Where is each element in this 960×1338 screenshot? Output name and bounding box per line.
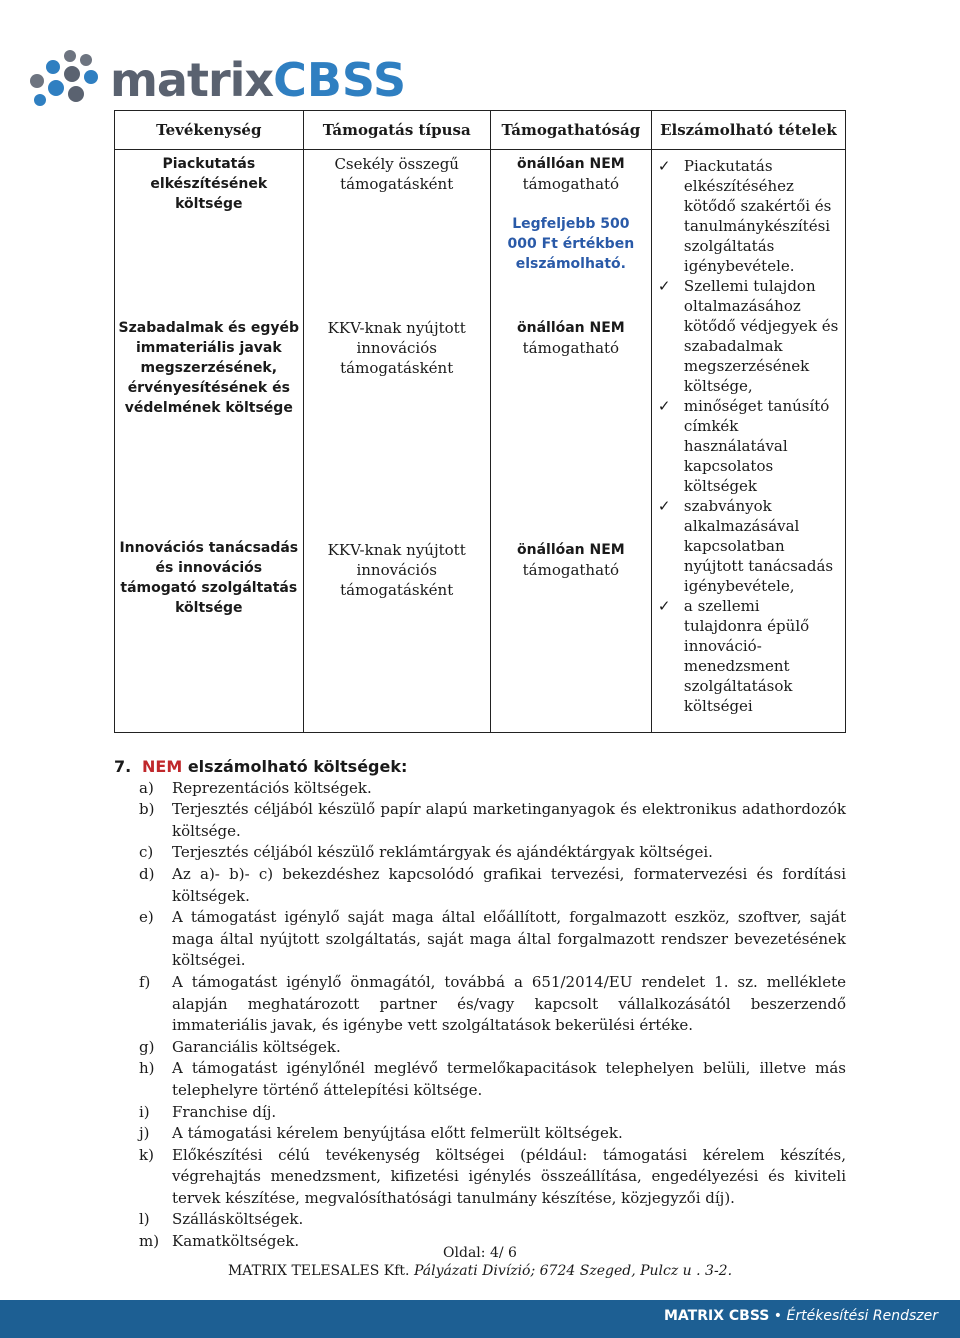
list-item-text: Az a)- b)- c) bekezdéshez kapcsolódó grafikai tervezési, formatervezési és fordítási költségek. [172,864,846,905]
list-item: ✓ Szellemi tulajdon oltalmazásához kötődő védjegyek és szabadalmak megszerzésének költsége, [657,277,839,395]
eligibility-limit-note: Legfeljebb 500 000 Ft értékben elszámolható. [507,216,635,272]
list-item-text: A támogatást igénylő önmagától, továbbá a 651/2014/EU rendelet 1. sz. melléklete alapján meghatározott partner és/vagy kapcsolt vállalkozásától beszerzendő immateriális javak, és igénybe vett szolgáltatások bekerülési értéke. [172,972,846,1035]
eligibility-normal: támogatható [522,339,620,357]
list-item-label: j) [139,1124,150,1143]
list-item [114,778,846,800]
header-support-type: Támogatás típusa [303,111,490,150]
eligibility-3 [491,540,651,580]
list-item-label: l) [139,1210,150,1229]
list-item-label: b) [139,800,155,819]
checkmark-icon: ✓ [657,497,671,515]
bar-tagline: Értékesítési Rendszer [786,1308,938,1324]
checkmark-icon: ✓ [657,397,671,415]
logo-dots-icon [30,50,100,106]
eligible-items-cell [651,150,845,733]
list-item [114,1058,846,1101]
activity-market-research: Piackutatás elkészítésének költsége [150,156,268,212]
list-item-label: e) [139,908,154,927]
list-item [114,1037,846,1059]
type-sme-innovation-1: KKV-knak nyújtott innovációs támogatásként [327,319,466,377]
bottom-brand-bar: MATRIX CBSS • Értékesítési Rendszer [0,1300,960,1338]
non-eligible-costs-section [114,756,846,1253]
logo-wordmark: matrixCBSS [110,53,407,107]
list-item-text: A támogatást igénylő saját maga által előállított, forgalmazott eszköz, szoftver, saját maga által nyújtott szolgáltatás, saját maga által forgalmazott rendszer bevezetésének költségei. [172,908,846,970]
activity-innovation-consulting: Innovációs tanácsadás és innovációs támogató szolgáltatás költsége [119,540,299,616]
eligibility-2 [491,318,651,358]
type-sme-innovation-2: KKV-knak nyújtott innovációs támogatásként [327,541,466,599]
list-item [114,842,846,864]
list-item-label: a) [139,778,154,797]
section-heading: 7. NEM elszámolható költségek: [114,757,408,776]
eligibility-strong: önállóan NEM [516,320,625,336]
eligibility-1 [491,154,651,274]
list-item [114,1145,846,1210]
list-item-label: g) [139,1037,155,1056]
type-de-minimis: Csekély összegű támogatásként [334,155,459,193]
activity-cell [115,150,304,733]
non-eligible-cost-list [114,778,846,1253]
list-item: ✓ Piackutatás elkészítéséhez kötődő szakértői és tanulmánykészítési szolgáltatás igénybevétele. [657,157,832,275]
header-activity: Tevékenység [115,111,304,150]
list-item [114,864,846,907]
eligibility-normal: támogatható [522,175,620,193]
list-item-label: k) [139,1145,154,1164]
table-header-row [115,111,846,150]
list-item: ✓ a szellemi tulajdonra épülő innováció-menedzsment szolgáltatások költségei [657,597,810,715]
page-number: Oldal: 4/ 6 [443,1245,517,1261]
list-item-label: m) [139,1232,160,1251]
list-item-text: Kamatköltségek. [172,1232,300,1251]
list-item [114,1209,846,1231]
list-item-label: f) [139,972,151,991]
bar-brand: MATRIX CBSS [663,1308,770,1324]
list-item-text: Szállásköltségek. [172,1210,304,1229]
list-item: ✓ szabványok alkalmazásával kapcsolatban nyújtott tanácsadás igénybevétele, [657,497,834,595]
activity-patents: Szabadalmak és egyéb immateriális javak megszerzésének, érvényesítésének és védelmének költsége [118,320,300,416]
list-item-text: Terjesztés céljából készülő papír alapú marketinganyagok és elektronikus adathordozók költsége. [172,800,846,840]
company-logo [30,48,407,110]
table-row [115,150,846,733]
list-item-text: Terjesztés céljából készülő reklámtárgyak és ajándéktárgyak költségei. [172,843,713,862]
list-item [114,1123,846,1145]
checkmark-icon: ✓ [657,157,671,175]
list-item-text: Reprezentációs költségek. [172,778,372,797]
list-item-label: i) [139,1102,150,1121]
list-item-label: h) [139,1059,155,1078]
list-item [114,907,846,972]
list-item-text: Franchise díj. [172,1102,277,1121]
eligibility-strong: önállóan NEM [516,542,625,558]
list-item [114,799,846,842]
list-item: ✓ minőséget tanúsító címkék használatával kapcsolatos költségek [657,397,830,495]
list-item-text: A támogatást igénylőnél meglévő termelőkapacitások telephelyen belüli, illetve más telephelyre történő áttelepítési költsége. [172,1059,846,1099]
eligibility-strong: önállóan NEM [516,156,625,172]
header-eligibility: Támogathatóság [490,111,651,150]
list-item-text: Előkészítési célú tevékenység költségei (például: támogatási kérelem készítés, végrehajtás menedzsment, kifizetési igénylés összeállítása, engedélyezési és kiviteli tervek készítése, megvalósíthatósági tanulmány készítése, közjegyzői díj). [172,1145,846,1207]
checkmark-icon: ✓ [657,597,671,615]
list-item-text: A támogatási kérelem benyújtása előtt felmerült költségek. [172,1124,623,1143]
list-item-text: Garanciális költségek. [172,1037,341,1056]
header-eligible-items: Elszámolható tételek [651,111,845,150]
footer-address: MATRIX TELESALES Kft. Pályázati Divízió; 6724 Szeged, Pulcz u . 3-2. [227,1263,733,1279]
list-item [114,972,846,1037]
list-item-label: c) [139,843,154,862]
checkmark-icon: ✓ [657,277,671,295]
support-type-cell [303,150,490,733]
eligibility-normal: támogatható [522,561,620,579]
list-item-label: d) [139,864,155,883]
eligibility-cell [490,150,651,733]
list-item [114,1102,846,1124]
cost-table [114,110,846,733]
